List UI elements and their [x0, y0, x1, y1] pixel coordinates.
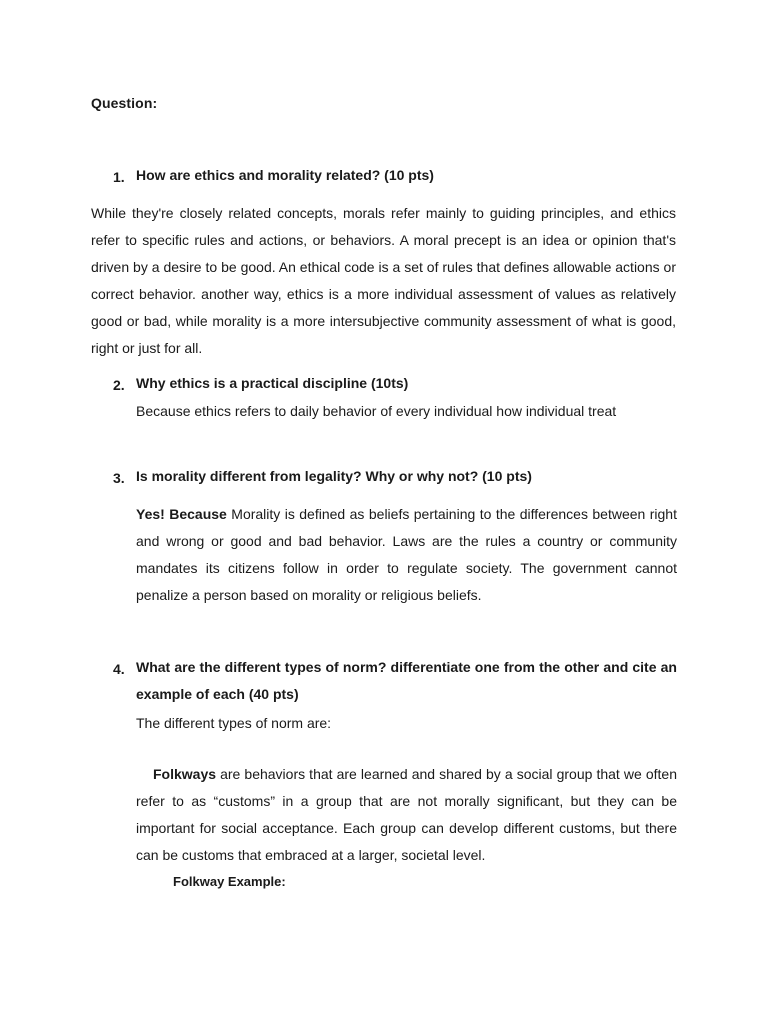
- answer-3-paragraph: [136, 501, 677, 609]
- folkways-term: Folkways: [153, 766, 217, 782]
- question-3-text: Is morality different from legality? Why or why not? (10 pts): [136, 468, 532, 484]
- folkways-text: are behaviors that are learned and shared by a social group that we often refer to as “customs” in a group that are not morally significant, but they can be important for social acceptance. Each group can develop different customs, but there can be customs that embraced at a larger, societal level.: [136, 766, 677, 863]
- question-2-text: Why ethics is a practical discipline (10ts): [136, 375, 409, 391]
- answer-3-body: Morality is defined as beliefs pertaining to the differences between right and wrong or good and bad behavior. Laws are the rules a country or community mandates its citizens follow in order to regulate society. The government cannot penalize a person based on morality or religious beliefs.: [136, 506, 677, 603]
- folkway-example-label: Folkway Example:: [173, 874, 286, 889]
- question-1-number: 1.: [113, 169, 125, 185]
- question-4-text: What are the different types of norm? differentiate one from the other and cite an example of each (40 pts): [136, 659, 677, 702]
- answer-1-paragraph: While they're closely related concepts, morals refer mainly to guiding principles, and ethics refer to specific rules and actions, or behaviors. A moral precept is an idea or opinion that's driven by a desire to be good. An ethical code is a set of rules that defines allowable actions or correct behavior. another way, ethics is a more individual assessment of values as relatively good or bad, while morality is a more intersubjective community assessment of what is good, right or just for all.: [91, 205, 676, 356]
- answer-3-lead: Yes! Because: [136, 506, 227, 522]
- page-title: Question:: [91, 95, 158, 111]
- question-2-number: 2.: [113, 377, 125, 393]
- folkways-paragraph: [136, 761, 677, 869]
- question-3-number: 3.: [113, 470, 125, 486]
- question-1-text: How are ethics and morality related? (10 pts): [136, 167, 434, 183]
- answer-4-intro: The different types of norm are:: [136, 715, 332, 731]
- question-4-number: 4.: [113, 661, 125, 677]
- answer-2-text: Because ethics refers to daily behavior of every individual how individual treat: [136, 403, 617, 419]
